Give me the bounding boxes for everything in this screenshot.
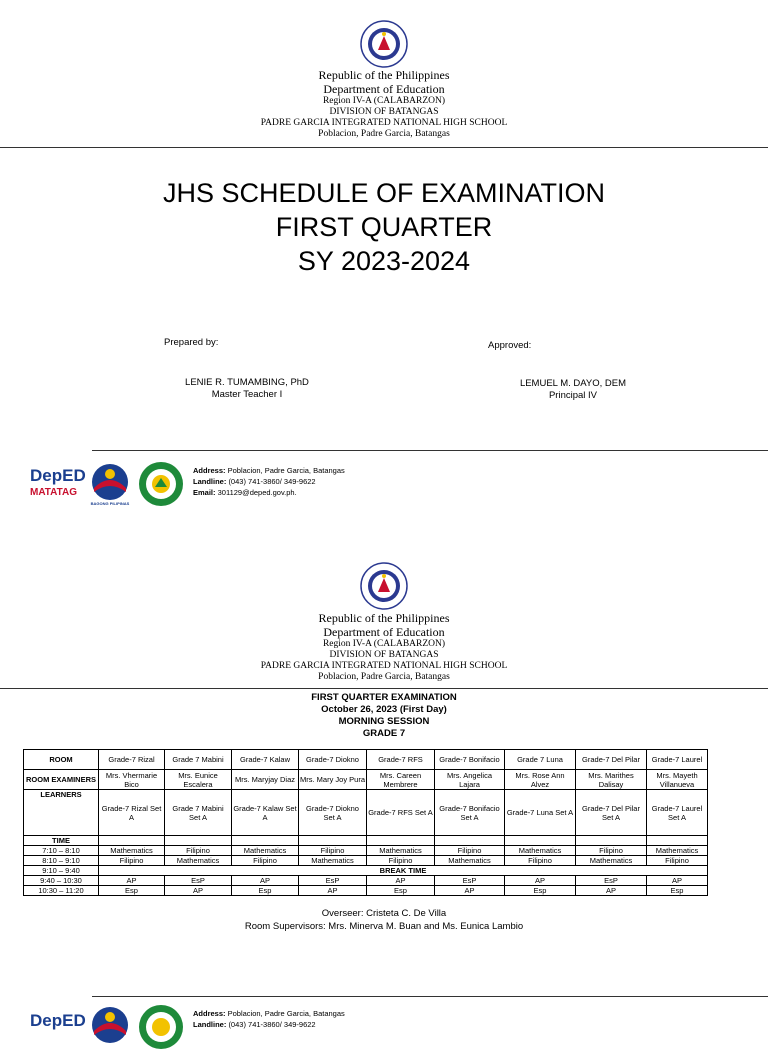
time-cell: 8:10 – 9:10	[24, 856, 99, 866]
approver-signature	[480, 378, 666, 402]
bagong-pilipinas-icon	[90, 1005, 130, 1045]
subject-cell: AP	[367, 876, 435, 886]
room-cell: Grade-7 Diokno	[299, 750, 367, 770]
learners-cell: Grade-7 Rizal Set A	[99, 790, 165, 836]
room-cell: Grade-7 Laurel	[647, 750, 708, 770]
examiner-cell: Mrs. Mayeth Villanueva	[647, 770, 708, 790]
approver-title: Principal IV	[548, 390, 598, 401]
room-cell: Grade 7 Mabini	[165, 750, 232, 770]
letterhead-page2	[0, 611, 768, 683]
bagong-pilipinas-icon	[90, 462, 130, 502]
time-slot-row	[24, 856, 708, 866]
learners-cell: Grade-7 Luna Set A	[505, 790, 576, 836]
learners-header: LEARNERS	[24, 790, 99, 836]
exam-heading	[0, 692, 768, 740]
empty-cell	[165, 836, 232, 846]
room-row	[24, 750, 708, 770]
empty-cell	[647, 836, 708, 846]
letterhead	[0, 68, 768, 140]
letterhead-region: Region IV-A (CALABARZON)	[322, 639, 446, 649]
room-cell: Grade-7 Del Pilar	[576, 750, 647, 770]
time-cell: 7:10 – 8:10	[24, 846, 99, 856]
subject-cell: AP	[576, 886, 647, 896]
examiner-cell: Mrs. Careen Membrere	[367, 770, 435, 790]
deped-matatag-logo	[30, 1011, 86, 1030]
letterhead-country: Republic of the Philippines	[318, 611, 450, 625]
learners-cell: Grade 7 Mabini Set A	[165, 790, 232, 836]
subject-cell: AP	[99, 876, 165, 886]
examiner-cell: Mrs. Eunice Escalera	[165, 770, 232, 790]
exam-session: MORNING SESSION	[338, 716, 430, 727]
room-header: ROOM	[24, 750, 99, 770]
letterhead-country: Republic of the Philippines	[318, 68, 450, 82]
header-divider	[0, 688, 768, 689]
subject-cell: Filipino	[647, 856, 708, 866]
landline-value: (043) 741-3860/ 349-9622	[228, 477, 316, 486]
examiners-row	[24, 770, 708, 790]
learners-row	[24, 790, 708, 836]
time-cell: 10:30 – 11:20	[24, 886, 99, 896]
exam-title: FIRST QUARTER EXAMINATION	[311, 692, 457, 703]
subject-cell: Esp	[505, 886, 576, 896]
subject-cell: Filipino	[299, 846, 367, 856]
cover-title-line2: FIRST QUARTER	[275, 212, 493, 242]
cover-title-line1: JHS SCHEDULE OF EXAMINATION	[162, 178, 606, 208]
subject-cell: Mathematics	[505, 846, 576, 856]
room-cell: Grade-7 RFS	[367, 750, 435, 770]
supervision-info	[0, 907, 768, 933]
subject-cell: AP	[165, 886, 232, 896]
matatag-text: MATATAG	[30, 487, 78, 498]
letterhead-address: Poblacion, Padre Garcia, Batangas	[318, 129, 450, 139]
time-header: TIME	[24, 836, 99, 846]
letterhead-address: Poblacion, Padre Garcia, Batangas	[318, 672, 450, 682]
room-cell: Grade 7 Luna	[505, 750, 576, 770]
footer-divider	[92, 450, 768, 451]
learners-cell: Grade-7 Laurel Set A	[647, 790, 708, 836]
time-header-row	[24, 836, 708, 846]
address-value: Poblacion, Padre Garcia, Batangas	[227, 1009, 345, 1018]
landline-label: Landline:	[193, 477, 227, 486]
letterhead-department: Department of Education	[323, 82, 445, 96]
subject-cell: Mathematics	[435, 856, 505, 866]
subject-cell: Mathematics	[576, 856, 647, 866]
subject-cell: AP	[435, 886, 505, 896]
subject-cell: Mathematics	[367, 846, 435, 856]
break-label: BREAK TIME	[99, 866, 708, 876]
examiner-cell: Mrs. Rose Ann Alvez	[505, 770, 576, 790]
learners-cell: Grade-7 Bonifacio Set A	[435, 790, 505, 836]
examiner-cell: Mrs. Vhermarie Bico	[99, 770, 165, 790]
approver-name: LEMUEL M. DAYO, DEM	[519, 378, 627, 389]
learners-cell: Grade-7 RFS Set A	[367, 790, 435, 836]
deped-seal-icon	[360, 20, 408, 68]
schedule-table	[23, 749, 708, 896]
supervisors-text: Room Supervisors: Mrs. Minerva M. Buan and Ms. Eunica Lambio	[244, 921, 524, 932]
subject-cell: Filipino	[232, 856, 299, 866]
subject-cell: AP	[299, 886, 367, 896]
examiner-cell: Mrs. Maryjay Diaz	[232, 770, 299, 790]
time-slot-row	[24, 876, 708, 886]
deped-logo-text: DepED	[30, 466, 86, 485]
room-cell: Grade-7 Rizal	[99, 750, 165, 770]
email-label: Email:	[193, 488, 216, 497]
letterhead-school: PADRE GARCIA INTEGRATED NATIONAL HIGH SCHOOL	[260, 118, 508, 128]
subject-cell: EsP	[165, 876, 232, 886]
deped-matatag-logo	[30, 466, 86, 507]
address-value: Poblacion, Padre Garcia, Batangas	[227, 466, 345, 475]
subject-cell: Mathematics	[299, 856, 367, 866]
subject-cell: EsP	[299, 876, 367, 886]
address-label: Address:	[193, 466, 226, 475]
address-label: Address:	[193, 1009, 226, 1018]
break-time-cell: 9:10 – 9:40	[24, 866, 99, 876]
subject-cell: Filipino	[505, 856, 576, 866]
time-slot-row	[24, 886, 708, 896]
subject-cell: Mathematics	[165, 856, 232, 866]
examiners-header: ROOM EXAMINERS	[24, 770, 99, 790]
room-cell: Grade-7 Kalaw	[232, 750, 299, 770]
subject-cell: EsP	[576, 876, 647, 886]
exam-date: October 26, 2023 (First Day)	[321, 704, 447, 715]
time-cell: 9:40 – 10:30	[24, 876, 99, 886]
subject-cell: Filipino	[435, 846, 505, 856]
learners-cell: Grade-7 Diokno Set A	[299, 790, 367, 836]
learners-cell: Grade-7 Del Pilar Set A	[576, 790, 647, 836]
empty-cell	[99, 836, 165, 846]
approved-label: Approved:	[488, 340, 532, 351]
empty-cell	[232, 836, 299, 846]
subject-cell: Mathematics	[232, 846, 299, 856]
subject-cell: Esp	[232, 886, 299, 896]
subject-cell: Filipino	[99, 856, 165, 866]
preparer-signature	[154, 377, 340, 401]
prepared-label: Prepared by:	[164, 337, 219, 348]
break-row	[24, 866, 708, 876]
empty-cell	[435, 836, 505, 846]
bagong-pilipinas-text: BAGONG PILIPINAS	[90, 501, 130, 506]
deped-seal-icon	[360, 562, 408, 610]
subject-cell: AP	[505, 876, 576, 886]
landline-label: Landline:	[193, 1020, 227, 1029]
examiner-cell: Mrs. Angelica Lajara	[435, 770, 505, 790]
letterhead-school: PADRE GARCIA INTEGRATED NATIONAL HIGH SCHOOL	[260, 661, 508, 671]
letterhead-department: Department of Education	[323, 625, 445, 639]
deped-logo-text: DepED	[30, 1011, 86, 1030]
subject-cell: Mathematics	[647, 846, 708, 856]
cover-title-line3: SY 2023-2024	[297, 246, 471, 276]
empty-cell	[505, 836, 576, 846]
subject-cell: Filipino	[165, 846, 232, 856]
header-divider	[0, 147, 768, 148]
school-seal-icon	[138, 461, 184, 507]
subject-cell: Esp	[647, 886, 708, 896]
overseer-text: Overseer: Cristeta C. De Villa	[321, 908, 447, 919]
empty-cell	[576, 836, 647, 846]
email-value: 301129@deped.gov.ph.	[217, 488, 297, 497]
time-slot-row	[24, 846, 708, 856]
school-seal-icon	[138, 1004, 184, 1050]
letterhead-region: Region IV-A (CALABARZON)	[322, 96, 446, 106]
footer-divider	[92, 996, 768, 997]
letterhead-division: DIVISION OF BATANGAS	[329, 650, 439, 660]
preparer-name: LENIE R. TUMAMBING, PhD	[185, 377, 309, 388]
exam-grade: GRADE 7	[362, 728, 406, 739]
examiner-cell: Mrs. Mary Joy Pura	[299, 770, 367, 790]
contact-info	[193, 1008, 345, 1030]
subject-cell: Esp	[99, 886, 165, 896]
examiner-cell: Mrs. Marithes Dalisay	[576, 770, 647, 790]
room-cell: Grade-7 Bonifacio	[435, 750, 505, 770]
landline-value: (043) 741-3860/ 349-9622	[228, 1020, 316, 1029]
subject-cell: AP	[647, 876, 708, 886]
empty-cell	[299, 836, 367, 846]
empty-cell	[367, 836, 435, 846]
subject-cell: AP	[232, 876, 299, 886]
subject-cell: Mathematics	[99, 846, 165, 856]
subject-cell: Filipino	[367, 856, 435, 866]
learners-cell: Grade-7 Kalaw Set A	[232, 790, 299, 836]
preparer-title: Master Teacher I	[211, 389, 283, 400]
subject-cell: EsP	[435, 876, 505, 886]
contact-info	[193, 465, 345, 498]
letterhead-division: DIVISION OF BATANGAS	[329, 107, 439, 117]
subject-cell: Filipino	[576, 846, 647, 856]
subject-cell: Esp	[367, 886, 435, 896]
cover-title	[0, 176, 768, 278]
